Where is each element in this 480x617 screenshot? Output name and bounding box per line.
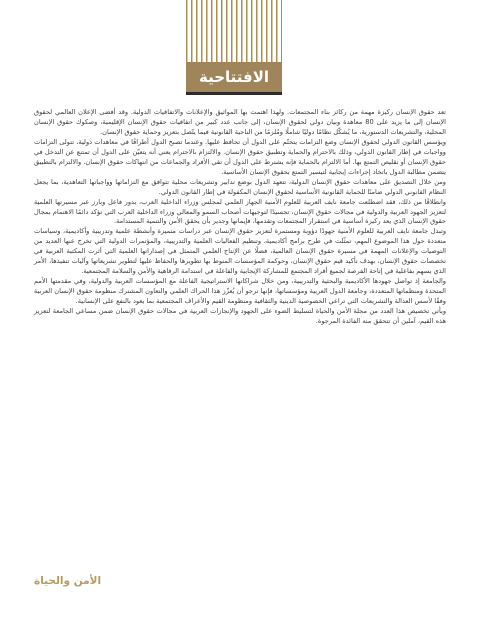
paragraph: ويؤسس القانون الدولي لحقوق الإنسان وضع التزامات يتحتّم على الدول أن تحافظ عليها. وعندما تصبح الدول أطرافًا في معاهدات دولية، تتولى التزامات وواجبات في إطار القانون الدولي، وذلك بالاحترام والحماية وتطبيق حقوق الإنسان. والالتزام بالاحترام يعني أنه يتعيّن على الدول أن تمتنع عن التدخل في حقوق الإنسان أو تقليص التمتع بها. أما الالتزام بالحماية فإنه يشترط على الدول أن تقي الأفراد والجماعات من انتهاكات حقوق الإنسان. والالتزام بالتطبيق يتضمن مطالبة الدول باتخاذ إجراءات إيجابية لتيسير التمتع بحقوق الإنسان الأساسية. bbox=[34, 137, 446, 176]
paragraph: ويأتي تخصيص هذا العدد من مجلة الأمن والحياة لتسليط الضوء على الجهود والإنجازات العربية في مجالات حقوق الإنسان ضمن مساعي الجامعة لتعزيز هذه القيم، آملين أن تتحقق منه الفائدة المرجوة. bbox=[34, 307, 446, 326]
editorial-body bbox=[34, 108, 446, 327]
paragraph: تعد حقوق الإنسان ركيزة مهمة من ركائز بناء المجتمعات. ولهذا اهتمت بها المواثيق والإعلانات والاتفاقيات الدولية. وقد أفضى الإعلان العالمي لحقوق الإنسان إلى ما يزيد على 80 معاهدة وبيان دولي لحقوق الإنسان، إلى جانب عدد كبير من اتفاقيات حقوق الإنسان الإقليمية، وصكوك حقوق الإنسان المحلية، والتشريعات الدستورية، ما يُشكّل نظامًا دوليًا شاملًا ومُلزمًا من الناحية القانونية فيما يتّصل بتعزيز وحماية حقوق الإنسان. bbox=[34, 108, 446, 136]
page-title: الافتتاحية bbox=[198, 67, 270, 86]
magazine-name: الأمن والحياة bbox=[34, 575, 102, 587]
paragraph: ومن خلال التصديق على معاهدات حقوق الإنسان الدولية، تتعهد الدول بوضع تدابير وتشريعات محلية تتوافق مع التزاماتها وواجباتها التعاهدية، بما يجعل النظام القانوني الدولي ضامنًا للحماية القانونية الأساسية لحقوق الإنسان المكفولة في إطار القانون الدولي. bbox=[34, 177, 446, 196]
paragraph: والجامعة إذ تواصل جهودها الأكاديمية والبحثية والتدريبية، ومن خلال شراكاتها الاستراتيجية الفاعلة مع المؤسسات العربية والدولية، وفي مقدمتها الأمم المتحدة ومنظماتها المتعددة، وجامعة الدول العربية ومؤسساتها، فإنها ترجو أن يُعزّز هذا الحراك العلمي والتعاون المشترك منظومة حقوق الإنسان العربية وفقًا لأسس العدالة والتشريعات التي تراعي الخصوصية الدينية والثقافية ومنظومة القيم والأعراف المجتمعية بما يعود بالنفع على الإنسانية. bbox=[34, 277, 446, 306]
title-underline bbox=[186, 92, 282, 95]
decorative-stripes bbox=[186, 0, 282, 62]
title-banner bbox=[186, 62, 282, 92]
paragraph: وانطلاقًا من ذلك، فقد اضطلعت جامعة نايف العربية للعلوم الأمنية الجهاز العلمي لمجلس وزراء الداخلية العرب، بدور فاعل وبارز عبر مسيرتها العلمية لتعزيز الجهود العربية والدولية في مجالات حقوق الإنسان، تجسيدًا لتوجيهات أصحاب السمو والمعالي وزراء الداخلية العرب التي تؤكد دائمًا الاهتمام بمجال حقوق الإنسان الذي يعد ركيزة أساسية في استقرار المجتمعات وتقدمها، فإيمانها وجدير بأن يحقق الأمن والتنمية المستدامة. bbox=[34, 197, 446, 226]
paragraph: وتبذل جامعة نايف العربية للعلوم الأمنية جهودًا دؤوبة ومستمرة لتعزيز حقوق الإنسان عبر دراسات متميزة وأنشطة علمية وتدريبية وأكاديمية، وسياسات متعددة حول هذا الموضوع المهم، تمثّلت في طرح برامج أكاديمية، وتنظيم الفعاليات العلمية والتدريبية، والمؤتمرات الدولية التي تخرج عنها العديد من التوصيات والإعلانات المهمة في مسيرة حقوق الإنسان العالمية، فضلًا عن الإنتاج العلمي المتمثل في إصداراتها العلمية التي أثرت المكتبة العربية في تخصصات حقوق الإنسان، بهدف تأكيد قيم حقوق الإنسان، وحوكمة المؤسسات المنوط بها تطويرها والحفاظ عليها لتطوير تشريعاتها وآليات تنفيذها، الأمر الذي يسهم بفاعلية في إتاحة الفرصة لجميع أفراد المجتمع للمشاركة الإيجابية والفاعلة في استدامة الرفاهية والأمن والسلامة المجتمعية. bbox=[34, 227, 446, 276]
